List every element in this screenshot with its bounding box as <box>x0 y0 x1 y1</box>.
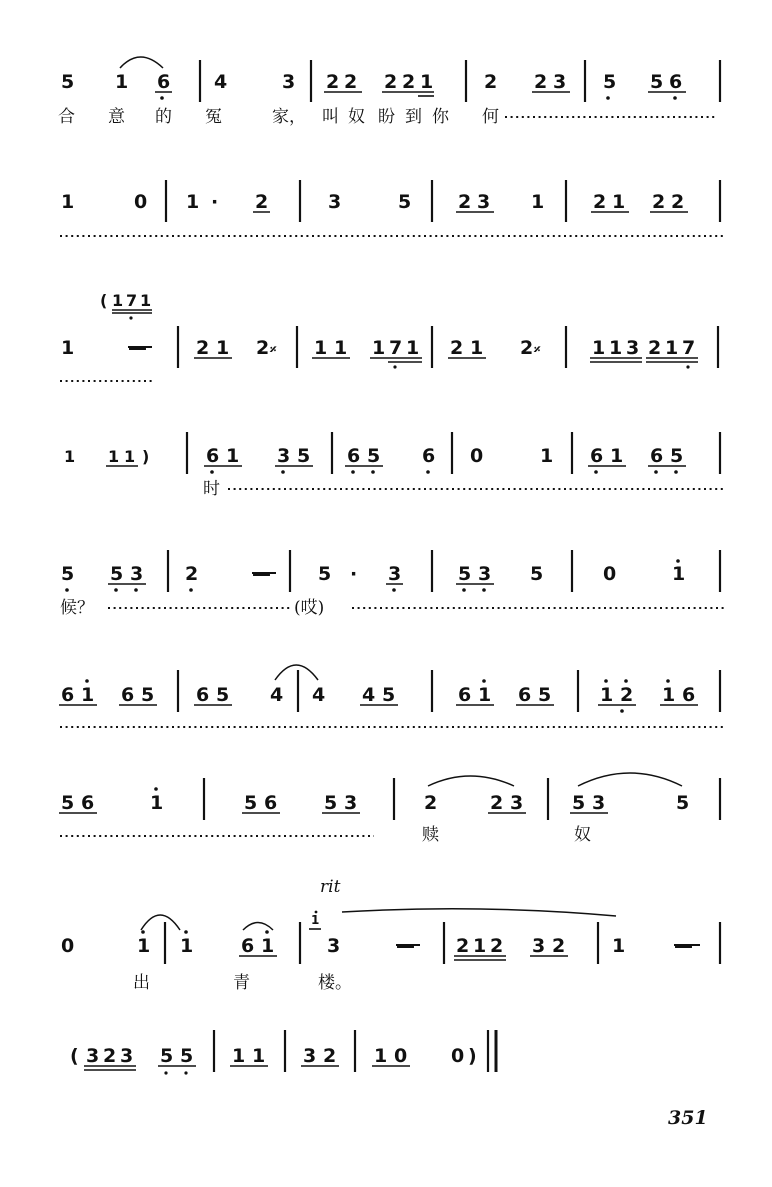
lyric: 奴 <box>574 825 591 845</box>
note: 1 <box>108 447 120 466</box>
note: 1 <box>612 935 626 957</box>
lyric: 奴 <box>348 107 365 127</box>
octave-dot <box>114 588 118 592</box>
octave-dot <box>426 470 430 474</box>
octave-dot <box>606 96 610 100</box>
note: — <box>128 337 147 359</box>
note: 0 <box>470 445 484 467</box>
note: 7 <box>126 291 138 310</box>
note: 2 <box>671 191 685 213</box>
note: — <box>396 935 415 957</box>
note: 1 <box>252 1045 266 1067</box>
note: 5 <box>538 684 552 706</box>
note: · <box>350 563 358 585</box>
octave-dot <box>85 679 89 683</box>
note: 5 <box>324 792 338 814</box>
note: 5 <box>367 445 381 467</box>
octave-dot <box>160 96 164 100</box>
note: ) <box>468 1045 477 1067</box>
note: 3 <box>120 1045 134 1067</box>
note: · <box>211 191 219 213</box>
note: 2 <box>593 191 607 213</box>
lyric: 何 <box>482 107 499 127</box>
note: 1 <box>478 684 492 706</box>
lyric: 楼。 <box>318 973 352 993</box>
note: 1 <box>600 684 614 706</box>
octave-dot <box>666 679 670 683</box>
note: 2 <box>652 191 666 213</box>
octave-dot <box>65 588 69 592</box>
note: 1 <box>592 337 606 359</box>
note: 1 <box>216 337 230 359</box>
note: 2 <box>552 935 566 957</box>
note: 2 <box>323 1045 337 1067</box>
octave-dot <box>594 470 598 474</box>
octave-dot <box>604 679 608 683</box>
note: 6 <box>650 445 664 467</box>
note: 6 <box>264 792 278 814</box>
slur <box>243 923 273 931</box>
note: 1 <box>137 935 151 957</box>
octave-dot <box>482 588 486 592</box>
octave-dot <box>210 470 214 474</box>
note: 2 <box>450 337 464 359</box>
note: — <box>674 935 693 957</box>
note: 3 <box>510 792 524 814</box>
note: 3 <box>277 445 291 467</box>
note: 1 <box>612 191 626 213</box>
note: 6 <box>518 684 532 706</box>
note: 5 <box>530 563 544 585</box>
note: 5 <box>110 563 124 585</box>
note: 2 <box>490 792 504 814</box>
note: 3 <box>553 71 567 93</box>
note: 1 <box>261 935 275 957</box>
note: 2 <box>103 1045 117 1067</box>
note: 6 <box>590 445 604 467</box>
tempo-mark: rit <box>320 877 341 897</box>
octave-dot <box>315 911 318 914</box>
note: 6 <box>241 935 255 957</box>
note: ( <box>70 1045 79 1067</box>
octave-dot <box>189 588 193 592</box>
note: 1 <box>665 337 679 359</box>
note: 1 <box>610 445 624 467</box>
lyric: 你 <box>432 107 449 127</box>
staff-line-5 <box>60 550 724 618</box>
octave-dot <box>371 470 375 474</box>
note: 1 <box>186 191 200 213</box>
note: 1 <box>473 935 487 957</box>
lyric: 叫 <box>322 107 339 127</box>
note: 1 <box>180 935 194 957</box>
lyric: 到 <box>405 107 422 127</box>
note: 1 <box>334 337 348 359</box>
note: 5 <box>61 71 75 93</box>
note: 5 <box>216 684 230 706</box>
note: 2 <box>255 191 269 213</box>
note: 6 <box>121 684 135 706</box>
octave-dot <box>392 588 396 592</box>
note: — <box>252 563 271 585</box>
octave-dot <box>654 470 658 474</box>
lyric: 家， <box>272 107 306 127</box>
note: 1 <box>232 1045 246 1067</box>
octave-dot <box>673 96 677 100</box>
note: 0 <box>451 1045 465 1067</box>
note: 7 <box>389 337 403 359</box>
note: 3 <box>388 563 402 585</box>
note: 6 <box>157 71 171 93</box>
note: 1 <box>140 291 152 310</box>
note: 5 <box>244 792 258 814</box>
note: 3 <box>303 1045 317 1067</box>
lyric: 赎 <box>422 825 439 845</box>
note: 1 <box>406 337 420 359</box>
note: 1 <box>124 447 136 466</box>
note: 2 <box>520 337 534 359</box>
note: 6 <box>458 684 472 706</box>
note: 4 <box>270 684 284 706</box>
note: 2 <box>185 563 199 585</box>
octave-dot <box>482 679 486 683</box>
grace-note: 1 <box>311 913 320 927</box>
note: 1 <box>372 337 386 359</box>
note: 2 <box>490 935 504 957</box>
note: 6 <box>196 684 210 706</box>
note: 6 <box>682 684 696 706</box>
staff-line-3 <box>60 291 718 381</box>
note: 2 <box>534 71 548 93</box>
note: 5 <box>670 445 684 467</box>
note: 6 <box>206 445 220 467</box>
slur <box>428 776 514 786</box>
octave-dot <box>462 588 466 592</box>
note: 0 <box>61 935 75 957</box>
slur <box>141 915 180 930</box>
note: 5 <box>382 684 396 706</box>
staff-line-4 <box>64 432 726 499</box>
staff-line-8 <box>61 877 720 993</box>
note: 3 <box>327 935 341 957</box>
note: 𝄎 <box>270 343 277 358</box>
note: 5 <box>180 1045 194 1067</box>
note: 4 <box>214 71 228 93</box>
note: 4 <box>362 684 376 706</box>
octave-dot <box>134 588 138 592</box>
octave-dot <box>141 930 145 934</box>
octave-dot <box>154 787 158 791</box>
note: 1 <box>226 445 240 467</box>
note: 1 <box>531 191 545 213</box>
note: 5 <box>318 563 332 585</box>
note: 6 <box>669 71 683 93</box>
note: 1 <box>470 337 484 359</box>
note: 6 <box>422 445 436 467</box>
note: 1 <box>672 563 686 585</box>
note: 3 <box>477 191 491 213</box>
note: 5 <box>676 792 690 814</box>
note: 1 <box>115 71 129 93</box>
page-number: 351 <box>668 1107 708 1129</box>
note: 0 <box>603 563 617 585</box>
lyric: (哎) <box>294 598 325 618</box>
slur <box>578 773 682 786</box>
note: 1 <box>150 792 164 814</box>
note: 1 <box>420 71 434 93</box>
note: 1 <box>609 337 623 359</box>
note: 5 <box>458 563 472 585</box>
octave-dot <box>265 930 269 934</box>
note: 2 <box>344 71 358 93</box>
slur <box>275 665 318 680</box>
octave-dot <box>620 709 624 713</box>
octave-dot <box>184 1071 187 1074</box>
octave-dot <box>281 470 285 474</box>
note: 2 <box>196 337 210 359</box>
octave-dot <box>129 316 132 319</box>
lyric: 青 <box>233 973 250 993</box>
note: ( <box>100 291 108 310</box>
note: 1 <box>540 445 554 467</box>
note: 2 <box>384 71 398 93</box>
note: 𝄎 <box>534 343 541 358</box>
note: 0 <box>394 1045 408 1067</box>
lyric: 冤 <box>205 107 222 127</box>
note: 1 <box>314 337 328 359</box>
note: 0 <box>134 191 148 213</box>
note: 5 <box>650 71 664 93</box>
note: 3 <box>626 337 640 359</box>
note: 5 <box>160 1045 174 1067</box>
note: 6 <box>81 792 95 814</box>
note: 1 <box>662 684 676 706</box>
note: 3 <box>478 563 492 585</box>
lyric: 盼 <box>378 107 395 127</box>
note: 2 <box>456 935 470 957</box>
note: 2 <box>326 71 340 93</box>
note: 3 <box>344 792 358 814</box>
note: 5 <box>603 71 617 93</box>
note: 5 <box>141 684 155 706</box>
note: 2 <box>256 337 270 359</box>
staff-line-2 <box>60 180 724 236</box>
note: 3 <box>282 71 296 93</box>
note: 1 <box>112 291 124 310</box>
staff-line-9 <box>70 1030 496 1075</box>
octave-dot <box>393 365 396 368</box>
note: 5 <box>297 445 311 467</box>
note: 1 <box>64 447 76 466</box>
staff-line-7 <box>59 773 720 845</box>
note: 7 <box>682 337 696 359</box>
octave-dot <box>164 1071 167 1074</box>
note: 5 <box>572 792 586 814</box>
lyric: 合 <box>58 107 75 127</box>
note: 1 <box>61 337 75 359</box>
octave-dot <box>624 679 628 683</box>
octave-dot <box>184 930 188 934</box>
lyric: 时 <box>203 479 220 499</box>
note: 1 <box>374 1045 388 1067</box>
note: 1 <box>81 684 95 706</box>
octave-dot <box>674 470 678 474</box>
slur <box>342 909 616 916</box>
note: 2 <box>648 337 662 359</box>
note: 2 <box>402 71 416 93</box>
note: 2 <box>424 792 438 814</box>
lyric: 候？ <box>60 598 94 618</box>
lyric: 的 <box>155 107 172 127</box>
note: 2 <box>484 71 498 93</box>
note: 3 <box>130 563 144 585</box>
note: ) <box>142 447 150 466</box>
note: 3 <box>328 191 342 213</box>
octave-dot <box>351 470 355 474</box>
note: 1 <box>61 191 75 213</box>
note: 5 <box>61 792 75 814</box>
note: 2 <box>458 191 472 213</box>
note: 6 <box>347 445 361 467</box>
lyric: 意 <box>108 107 125 127</box>
note: 2 <box>620 684 634 706</box>
note: 3 <box>592 792 606 814</box>
octave-dot <box>686 365 689 368</box>
octave-dot <box>676 559 680 563</box>
note: 5 <box>61 563 75 585</box>
note: 4 <box>312 684 326 706</box>
note: 6 <box>61 684 75 706</box>
lyric: 出 <box>133 973 150 993</box>
note: 5 <box>398 191 412 213</box>
slur <box>120 57 163 68</box>
note: 3 <box>86 1045 100 1067</box>
note: 3 <box>532 935 546 957</box>
staff-line-6 <box>59 665 724 727</box>
staff-line-1 <box>58 57 720 127</box>
